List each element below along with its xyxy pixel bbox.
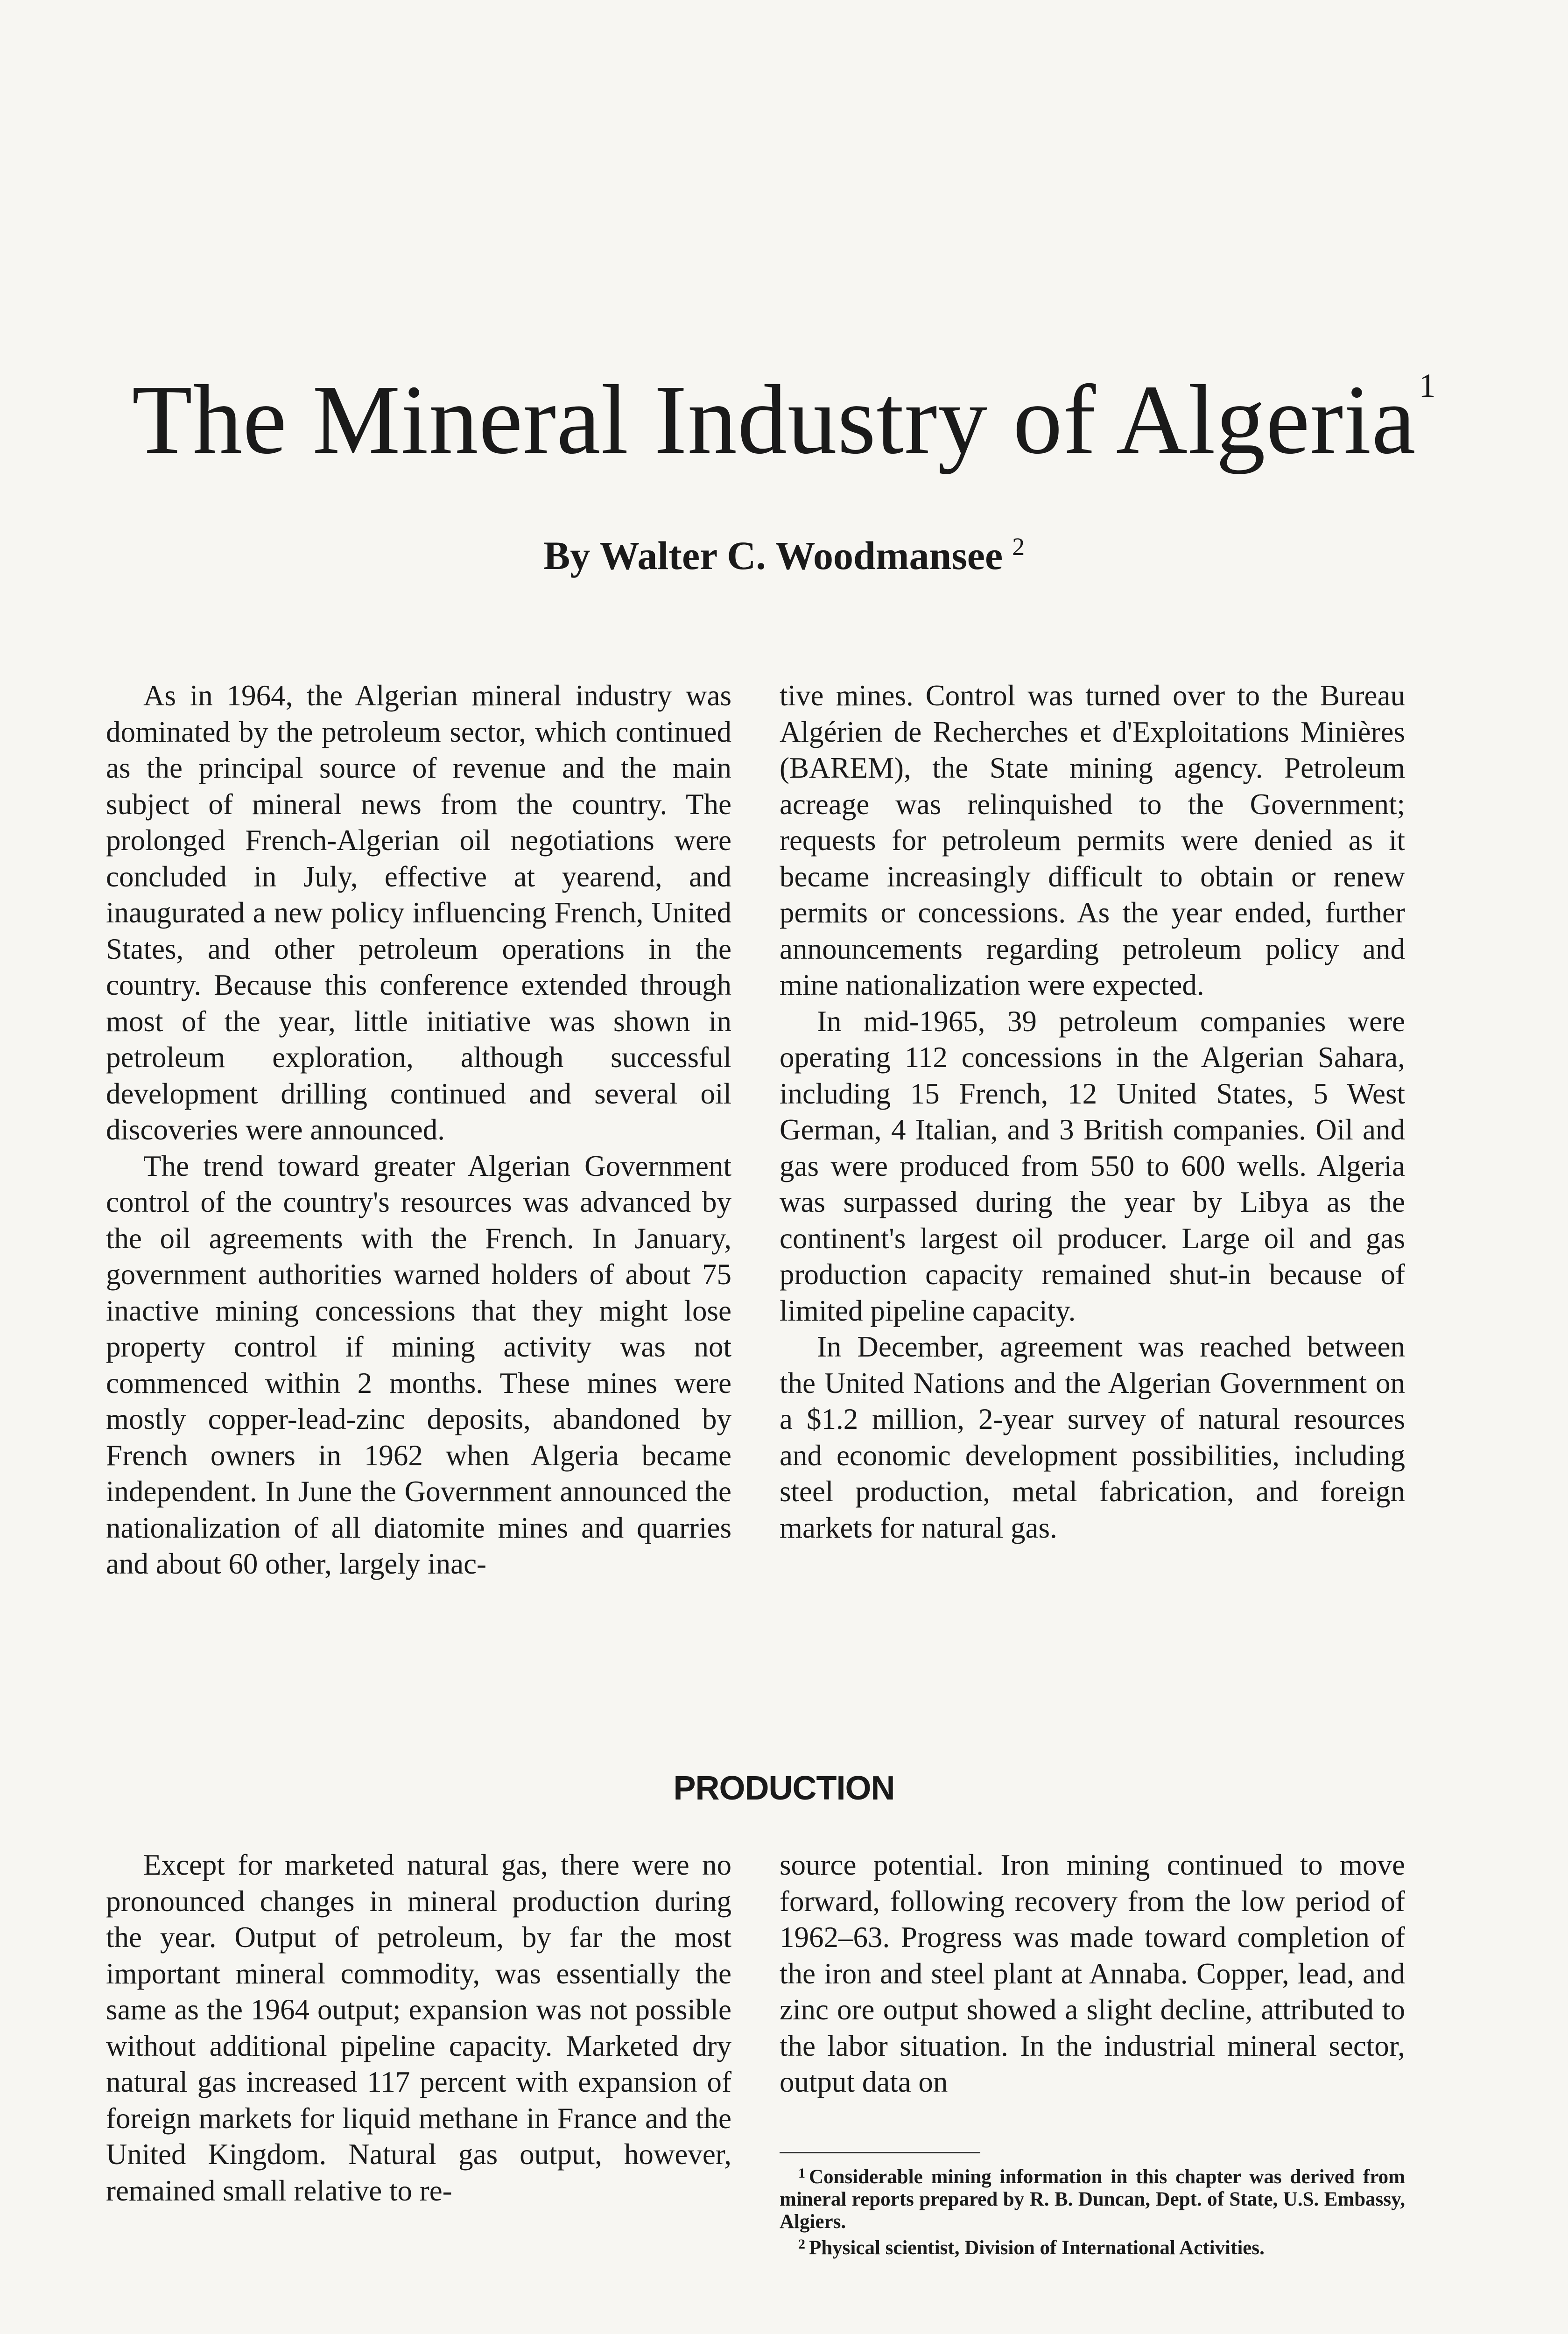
- production-paragraph-1: Except for marketed natural gas, there were no pronounced changes in mineral production during the year. Output of petroleum, by far the most important mineral commodity, was essentially the same as the 1964 output; expansion was not possible without additional pipeline capacity. Marketed dry natural gas increased 117 percent with expansion of foreign markets for liquid methane in France and the United Kingdom. Natural gas output, however, remained small relative to re-: [106, 1849, 731, 2207]
- footnote-divider: [780, 2152, 980, 2153]
- production-column-left: [106, 1847, 731, 2209]
- intro-paragraph-1: As in 1964, the Algerian mineral industry was dominated by the petroleum sector, which continued as the principal source of revenue and the main subject of mineral news from the country. The prolonged French-Algerian oil negotiations were concluded in July, effective at yearend, and inaugurated a new policy influencing French, United States, and other petroleum operations in the country. Because this conference extended through most of the year, little initiative was shown in petroleum exploration, although successful development drilling continued and several oil discoveries were announced.: [106, 679, 731, 1146]
- intro-paragraph-4: In December, agreement was reached between the United Nations and the Algerian Government on a $1.2 million, 2-year survey of natural resources and economic development possibilities, including steel production, metal fabrication, and foreign markets for natural gas.: [780, 1330, 1405, 1544]
- byline: [0, 532, 1568, 579]
- footnotes: [780, 2162, 1405, 2259]
- intro-paragraph-3: In mid-1965, 39 petroleum companies were operating 112 concessions in the Algerian Sahara, including 15 French, 12 United States, 5 West German, 4 Italian, and 3 British companies. Oil and gas were produced from 550 to 600 wells. Algeria was surpassed during the year by Libya as the continent's largest oil producer. Large oil and gas production capacity remained shut-in because of limited pipeline capacity.: [780, 1005, 1405, 1327]
- title-footnote-marker[interactable]: 1: [1419, 367, 1436, 404]
- footnote-2: [780, 2233, 1405, 2259]
- production-column-right: [780, 1847, 1405, 2101]
- footnote-1-mark: 1: [798, 2165, 805, 2181]
- byline-footnote-marker[interactable]: 2: [1012, 533, 1025, 561]
- article-title: [0, 365, 1568, 474]
- intro-column-left: [106, 678, 731, 1582]
- production-paragraph-1-continued: source potential. Iron mining continued to move forward, following recovery from the low period of 1962–63. Progress was made toward completion of the iron and steel plant at Annaba. Copper, lead, and zinc ore output showed a slight decline, attributed to the labor situation. In the industrial mineral sector, output data on: [780, 1849, 1405, 2098]
- footnote-1: [780, 2162, 1405, 2233]
- section-heading-production: PRODUCTION: [673, 1770, 895, 1807]
- footnote-2-mark: 2: [798, 2236, 805, 2252]
- title-text: The Mineral Industry of Algeria: [132, 365, 1416, 474]
- footnote-2-text: Physical scientist, Division of International Activities.: [809, 2237, 1265, 2259]
- intro-column-right: [780, 678, 1405, 1546]
- footnote-1-text: Considerable mining information in this chapter was derived from mineral reports prepared by R. B. Duncan, Dept. of State, U.S. Embassy, Algiers.: [780, 2166, 1405, 2233]
- byline-text: By Walter C. Woodmansee: [543, 533, 1003, 578]
- intro-paragraph-2: The trend toward greater Algerian Government control of the country's resources was advanced by the oil agreements with the French. In January, government authorities warned holders of about 75 inactive mining concessions that they might lose property control if mining activity was not commenced within 2 months. These mines were mostly copper-lead-zinc deposits, abandoned by French owners in 1962 when Algeria became independent. In June the Government announced the nationalization of all diatomite mines and quarries and about 60 other, largely inac-: [106, 1149, 731, 1580]
- intro-paragraph-2-continued: tive mines. Control was turned over to the Bureau Algérien de Recherches et d'Exploitations Minières (BAREM), the State mining agency. Petroleum acreage was relinquished to the Government; requests for petroleum permits were denied as it became increasingly difficult to obtain or renew permits or concessions. As the year ended, further announcements regarding petroleum policy and mine nationalization were expected.: [780, 679, 1405, 1001]
